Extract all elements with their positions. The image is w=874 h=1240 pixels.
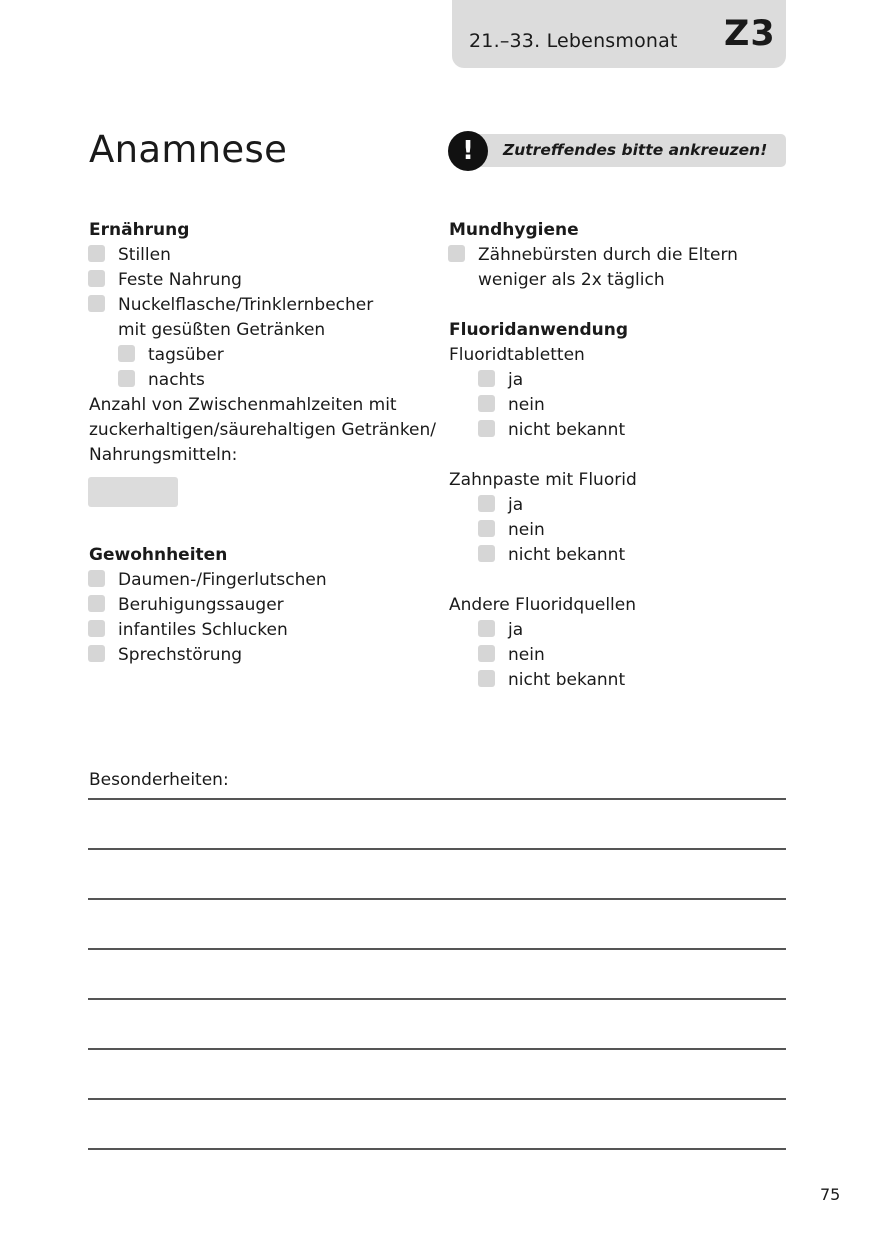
option-label: nein <box>508 395 545 415</box>
checkbox-andere-nein[interactable] <box>478 645 495 662</box>
checkbox-zahnpaste-ja[interactable] <box>478 495 495 512</box>
subsection-zahnpaste: Zahnpaste mit Fluorid <box>449 470 637 490</box>
chapter-code: Z3 <box>724 14 776 54</box>
exclamation-icon: ! <box>448 131 488 171</box>
section-heading-gewohnheiten: Gewohnheiten <box>89 545 228 565</box>
notes-line[interactable] <box>88 848 786 850</box>
option-label: Beruhigungssauger <box>118 595 284 615</box>
option-label: nachts <box>148 370 205 390</box>
checkbox-andere-nicht-bekannt[interactable] <box>478 670 495 687</box>
notes-line[interactable] <box>88 1148 786 1150</box>
snack-count-field[interactable] <box>88 477 178 507</box>
page-title: Anamnese <box>89 128 288 171</box>
option-label: Sprechstörung <box>118 645 243 665</box>
subsection-fluoridtabletten: Fluoridtabletten <box>449 345 585 365</box>
checkbox-zaehnebuersten[interactable] <box>448 245 465 262</box>
checkbox-daumenlutschen[interactable] <box>88 570 105 587</box>
notes-line[interactable] <box>88 1048 786 1050</box>
option-label: nein <box>508 645 545 665</box>
option-label: Nuckelflasche/Trinklernbecher <box>118 295 374 315</box>
option-label: nicht bekannt <box>508 545 626 565</box>
count-question-line2: zuckerhaltigen/säurehaltigen Getränken/ <box>89 420 437 440</box>
option-label: nein <box>508 520 545 540</box>
checkbox-zahnpaste-nicht-bekannt[interactable] <box>478 545 495 562</box>
instruction-banner <box>467 134 786 167</box>
checkbox-sprechstoerung[interactable] <box>88 645 105 662</box>
notes-line[interactable] <box>88 798 786 800</box>
option-label: ja <box>508 495 524 515</box>
instruction-text: Zutreffendes bitte ankreuzen! <box>503 141 768 159</box>
checkbox-andere-ja[interactable] <box>478 620 495 637</box>
checkbox-feste-nahrung[interactable] <box>88 270 105 287</box>
age-range-label: 21.–33. Lebensmonat <box>469 30 678 52</box>
option-label: Feste Nahrung <box>118 270 242 290</box>
checkbox-tabletten-ja[interactable] <box>478 370 495 387</box>
notes-line[interactable] <box>88 1098 786 1100</box>
checkbox-zahnpaste-nein[interactable] <box>478 520 495 537</box>
option-label: nicht bekannt <box>508 420 626 440</box>
page-number: 75 <box>820 1185 841 1204</box>
checkbox-infantiles-schlucken[interactable] <box>88 620 105 637</box>
option-label: infantiles Schlucken <box>118 620 288 640</box>
checkbox-nachts[interactable] <box>118 370 135 387</box>
section-heading-fluoridanwendung: Fluoridanwendung <box>449 320 629 340</box>
checkbox-tagsueber[interactable] <box>118 345 135 362</box>
subsection-andere-fluoridquellen: Andere Fluoridquellen <box>449 595 637 615</box>
checkbox-tabletten-nicht-bekannt[interactable] <box>478 420 495 437</box>
chapter-tab <box>452 0 786 68</box>
notes-line[interactable] <box>88 898 786 900</box>
checkbox-nuckelflasche[interactable] <box>88 295 105 312</box>
notes-label: Besonderheiten: <box>89 770 229 790</box>
option-label-continued: weniger als 2x täglich <box>478 270 665 290</box>
option-label: nicht bekannt <box>508 670 626 690</box>
notes-line[interactable] <box>88 948 786 950</box>
notes-line[interactable] <box>88 998 786 1000</box>
option-label: Zähnebürsten durch die Eltern <box>478 245 738 265</box>
section-heading-mundhygiene: Mundhygiene <box>449 220 579 240</box>
option-label: ja <box>508 370 524 390</box>
option-label-continued: mit gesüßten Getränken <box>118 320 326 340</box>
count-question-line3: Nahrungsmitteln: <box>89 445 238 465</box>
count-question-line1: Anzahl von Zwischenmahlzeiten mit <box>89 395 397 415</box>
checkbox-tabletten-nein[interactable] <box>478 395 495 412</box>
option-label: tagsüber <box>148 345 224 365</box>
checkbox-beruhigungssauger[interactable] <box>88 595 105 612</box>
checkbox-stillen[interactable] <box>88 245 105 262</box>
option-label: Stillen <box>118 245 171 265</box>
option-label: Daumen-/Fingerlutschen <box>118 570 327 590</box>
option-label: ja <box>508 620 524 640</box>
section-heading-ernaehrung: Ernährung <box>89 220 190 240</box>
